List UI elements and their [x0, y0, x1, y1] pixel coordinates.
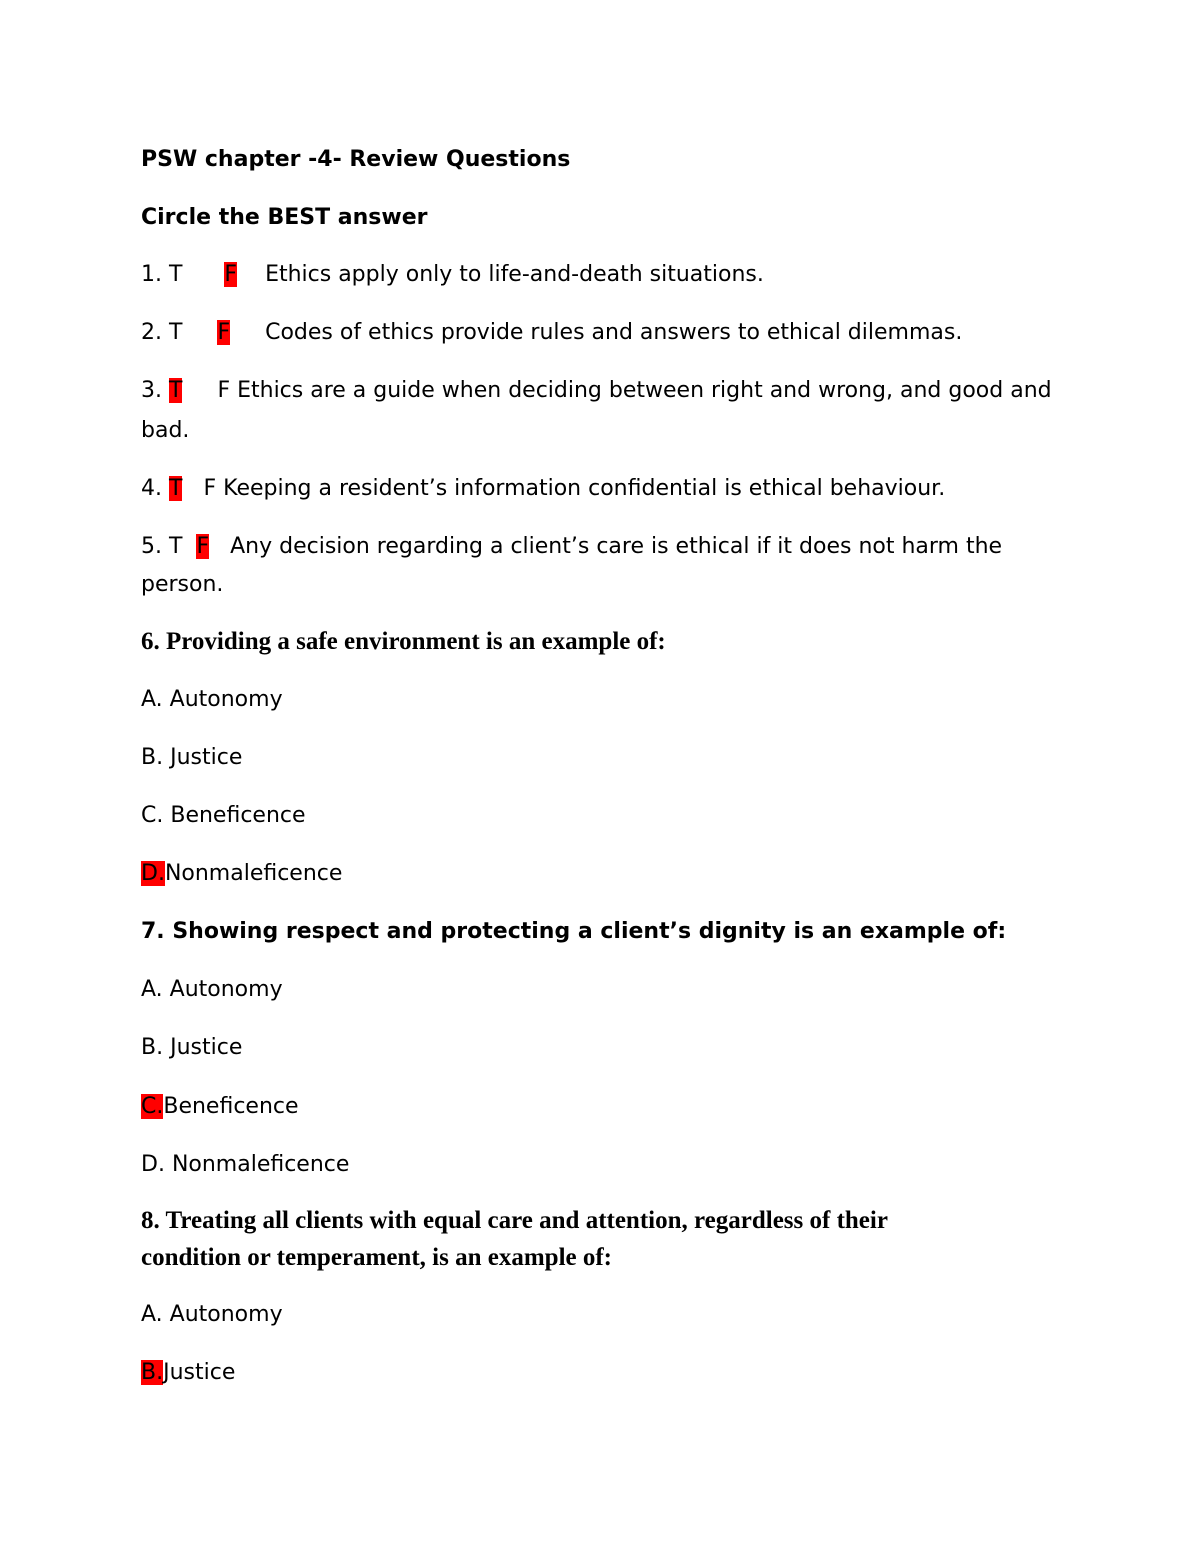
option-text: Justice: [170, 1035, 243, 1060]
question-text: Codes of ethics provide rules and answers to ethical dilemmas.: [265, 320, 963, 345]
option-text: Autonomy: [169, 1302, 283, 1327]
option-text: Autonomy: [169, 977, 283, 1002]
false-option: F: [203, 476, 217, 501]
option-text: Nonmaleficence: [171, 1152, 350, 1177]
true-option: T: [169, 262, 183, 287]
mc-8-option-a: [141, 1301, 283, 1329]
option-text: Beneficence: [163, 1094, 299, 1119]
true-option-selected: T: [169, 378, 183, 403]
option-letter: C.: [141, 803, 164, 828]
tf-question-5-continued: person.: [141, 572, 224, 597]
mc-7-option-d: [141, 1151, 349, 1179]
false-option-selected: F: [224, 262, 238, 287]
question-text: Keeping a resident’s information confidential is ethical behaviour.: [223, 476, 946, 501]
tf-question-3-continued: bad.: [141, 418, 190, 443]
tf-question-1: [141, 261, 764, 289]
mc-8-option-b-selected: [141, 1359, 235, 1387]
mc-6-option-a: [141, 686, 283, 714]
option-letter: A.: [141, 1302, 163, 1327]
option-text: Justice: [163, 1360, 236, 1385]
option-letter-selected: B.: [141, 1360, 164, 1385]
option-letter: B.: [141, 745, 164, 770]
page-title: PSW chapter -4- Review Questions: [141, 147, 571, 172]
mc-question-8-line-1: 8. Treating all clients with equal care and attention, regardless of their: [141, 1207, 888, 1234]
mc-7-option-a: [141, 976, 283, 1004]
option-letter-selected: D.: [141, 861, 165, 886]
false-option: F: [217, 378, 231, 403]
mc-7-option-c-selected: [141, 1093, 299, 1121]
false-option-selected: F: [196, 534, 210, 559]
instruction: Circle the BEST answer: [141, 205, 428, 230]
tf-question-5: [141, 533, 1002, 561]
mc-6-option-d-selected: [141, 860, 342, 888]
option-letter: B.: [141, 1035, 164, 1060]
question-number: 4.: [141, 476, 162, 501]
mc-6-option-b: [141, 744, 242, 772]
tf-question-4: [141, 475, 945, 503]
mc-question-8-line-2: condition or temperament, is an example of:: [141, 1244, 613, 1271]
question-number: 5.: [141, 534, 162, 559]
false-option-selected: F: [217, 320, 231, 345]
tf-question-3: [141, 377, 1052, 405]
mc-6-option-c: [141, 802, 306, 830]
option-text: Nonmaleficence: [164, 861, 343, 886]
true-option: T: [169, 320, 183, 345]
true-option: T: [169, 534, 183, 559]
mc-question-6: 6. Providing a safe environment is an example of:: [141, 628, 666, 655]
question-text: Any decision regarding a client’s care is ethical if it does not harm the: [230, 534, 1003, 559]
option-text: Beneficence: [170, 803, 306, 828]
option-letter-selected: C.: [141, 1094, 164, 1119]
option-text: Autonomy: [169, 687, 283, 712]
true-option-selected: T: [169, 476, 183, 501]
option-text: Justice: [170, 745, 243, 770]
option-letter: A.: [141, 687, 163, 712]
question-text: Ethics apply only to life-and-death situations.: [265, 262, 764, 287]
question-number: 1.: [141, 262, 162, 287]
option-letter: A.: [141, 977, 163, 1002]
tf-question-2: [141, 319, 962, 347]
question-number: 2.: [141, 320, 162, 345]
mc-7-option-b: [141, 1034, 242, 1062]
option-letter: D.: [141, 1152, 165, 1177]
mc-question-7: 7. Showing respect and protecting a client’s dignity is an example of:: [141, 919, 1007, 944]
question-number: 3.: [141, 378, 162, 403]
question-text: Ethics are a guide when deciding between right and wrong, and good and: [237, 378, 1052, 403]
